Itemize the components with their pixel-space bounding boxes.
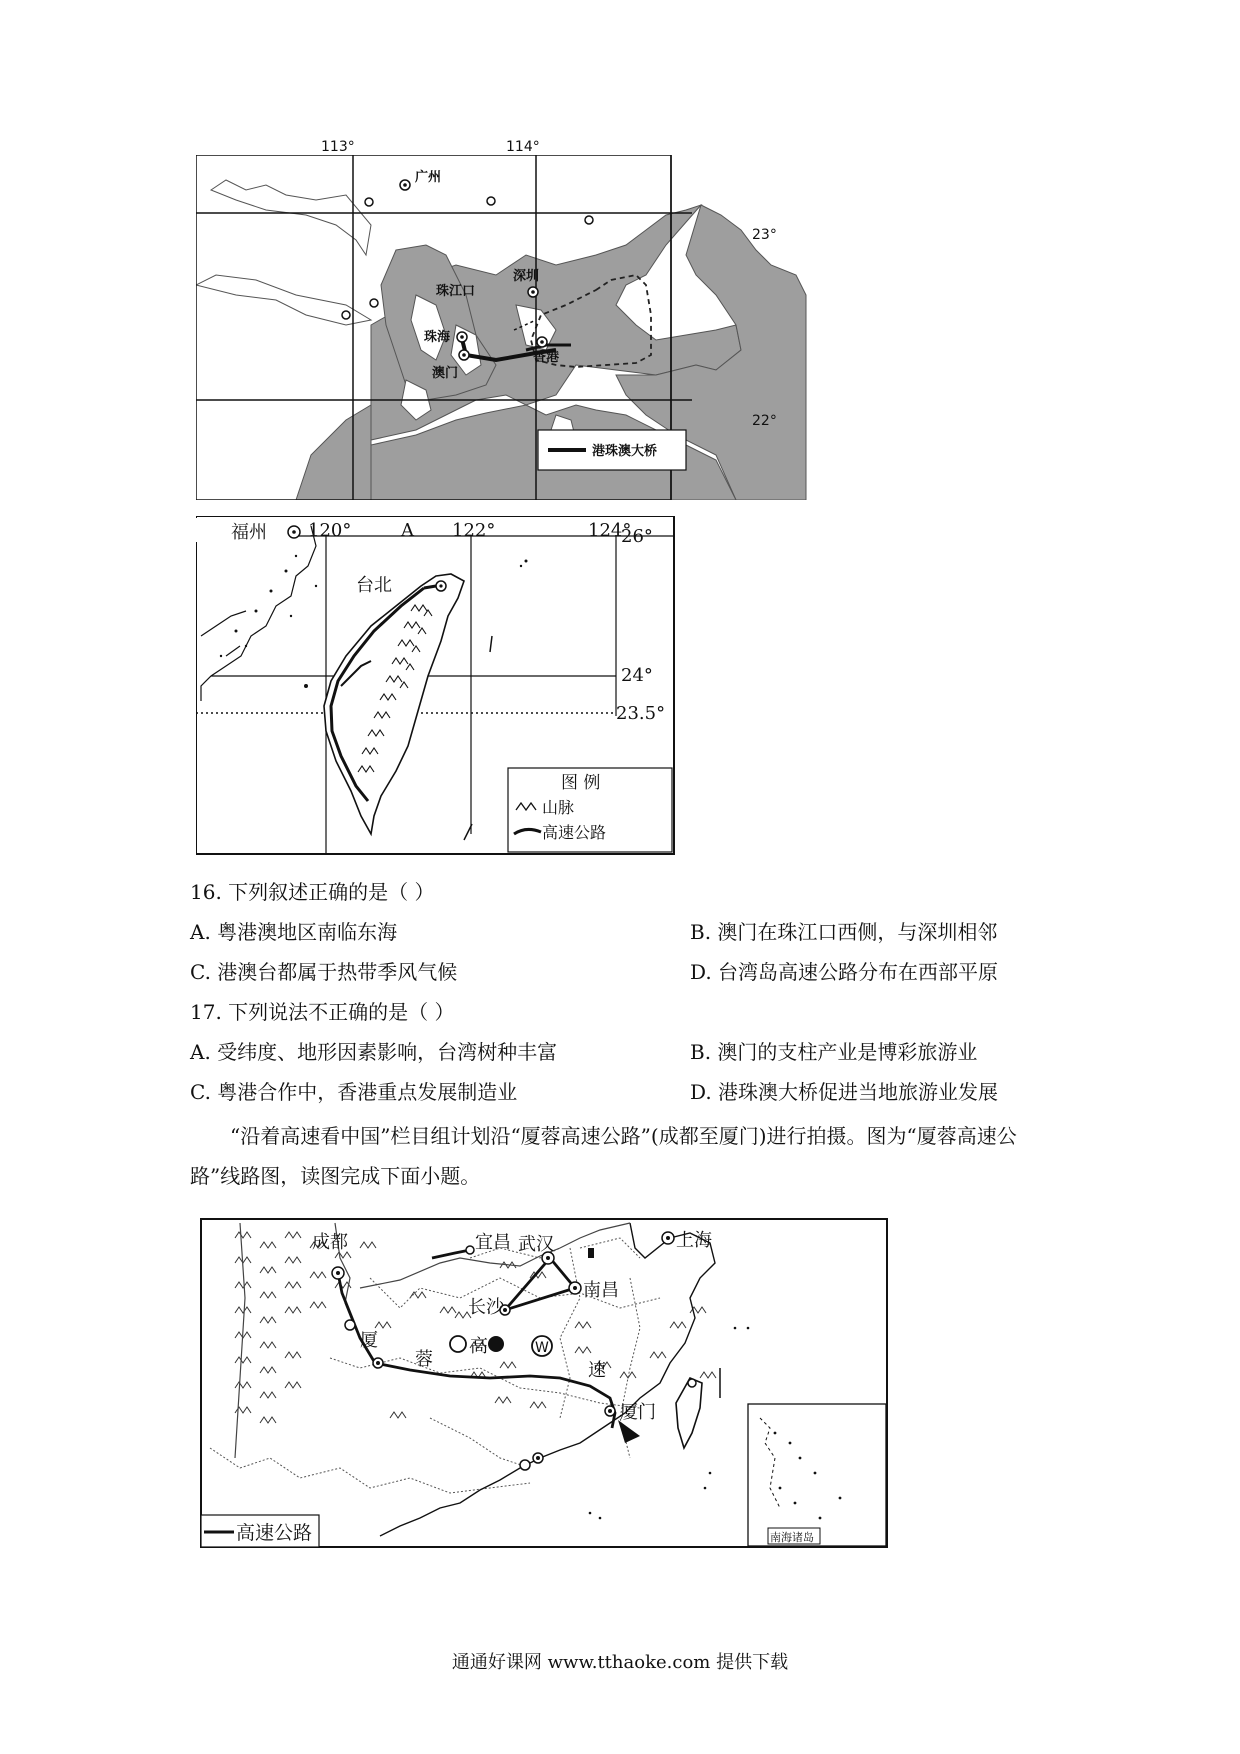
lat-label-23: 23° — [752, 227, 777, 243]
lon-label-114: 114° — [506, 139, 540, 155]
legend-expressway: 高速公路 — [542, 823, 607, 842]
city-zhujiangkou: 珠江口 — [436, 284, 476, 299]
q17-option-a: A. 受纬度、地形因素影响，台湾树种丰富 — [190, 1040, 558, 1064]
q16-option-b: B. 澳门在珠江口西侧，与深圳相邻 — [690, 920, 998, 944]
route-char-su: 速 — [588, 1360, 606, 1381]
city-hongkong: 香港 — [533, 350, 560, 365]
map-taiwan — [196, 516, 676, 856]
map3-legend-label: 高速公路 — [236, 1522, 313, 1544]
map3-city-changsha: 长沙 — [468, 1297, 504, 1318]
map3-city-chengdu: 成都 — [312, 1232, 348, 1253]
lon-label-124: 124° — [588, 520, 632, 541]
svg-text:W: W — [535, 1340, 549, 1356]
inset-label: 南海诸岛 — [770, 1531, 814, 1544]
map3-city-shanghai: 上海 — [676, 1230, 712, 1251]
q17-stem: 17. 下列说法不正确的是（ ） — [190, 1000, 455, 1024]
map-pearl-river-delta — [196, 139, 816, 500]
map3-city-nanchang: 南昌 — [583, 1280, 619, 1301]
lat-label-26: 26° — [621, 526, 653, 547]
city-zhuhai: 珠海 — [424, 330, 451, 345]
map3-city-xiamen: 厦门 — [620, 1402, 656, 1423]
map1-legend-label: 港珠澳大桥 — [592, 444, 658, 459]
map-xiarong-expressway — [200, 1218, 890, 1550]
lon-label-113: 113° — [321, 139, 355, 155]
lon-label-122: 122° — [452, 520, 496, 541]
south-sea-inset — [748, 1404, 886, 1546]
map2-legend-title: 图 例 — [561, 773, 601, 793]
route-char-gao: 高 — [470, 1336, 488, 1357]
city-fuzhou: 福州 — [231, 522, 267, 543]
city-guangzhou: 广州 — [415, 170, 442, 185]
lon-label-120: 120° — [308, 520, 352, 541]
intro-paragraph: “沿着高速看中国”栏目组计划沿“厦蓉高速公路”(成都至厦门)进行拍摄。图为“厦蓉高速公路”线路图，读图完成下面小题。 — [190, 1124, 1017, 1188]
page-footer: 通通好课网 www.tthaoke.com 提供下载 — [451, 1652, 789, 1673]
legend-mountain: 山脉 — [542, 798, 575, 817]
route-char-rong: 蓉 — [415, 1349, 433, 1370]
q17-option-c: C. 粤港合作中，香港重点发展制造业 — [190, 1080, 518, 1104]
city-taipei: 台北 — [356, 575, 392, 596]
map3-city-yichang: 宜昌 — [475, 1232, 511, 1253]
q17-option-d: D. 港珠澳大桥促进当地旅游业发展 — [690, 1080, 999, 1104]
point-a: A — [401, 520, 414, 541]
city-shenzhen: 深圳 — [513, 269, 540, 284]
city-macau: 澳门 — [432, 366, 459, 381]
lat-label-24: 24° — [621, 665, 653, 686]
q16-stem: 16. 下列叙述正确的是（ ） — [190, 880, 435, 904]
route-char-xia: 厦 — [360, 1330, 378, 1351]
q16-option-c: C. 港澳台都属于热带季风气候 — [190, 960, 458, 984]
lat-label-22: 22° — [752, 413, 777, 429]
q17-option-b: B. 澳门的支柱产业是博彩旅游业 — [690, 1040, 978, 1064]
q16-option-d: D. 台湾岛高速公路分布在西部平原 — [690, 960, 999, 984]
lat-label-23-5: 23.5° — [616, 703, 666, 724]
map3-city-wuhan: 武汉 — [518, 1234, 554, 1255]
q16-option-a: A. 粤港澳地区南临东海 — [190, 920, 398, 944]
